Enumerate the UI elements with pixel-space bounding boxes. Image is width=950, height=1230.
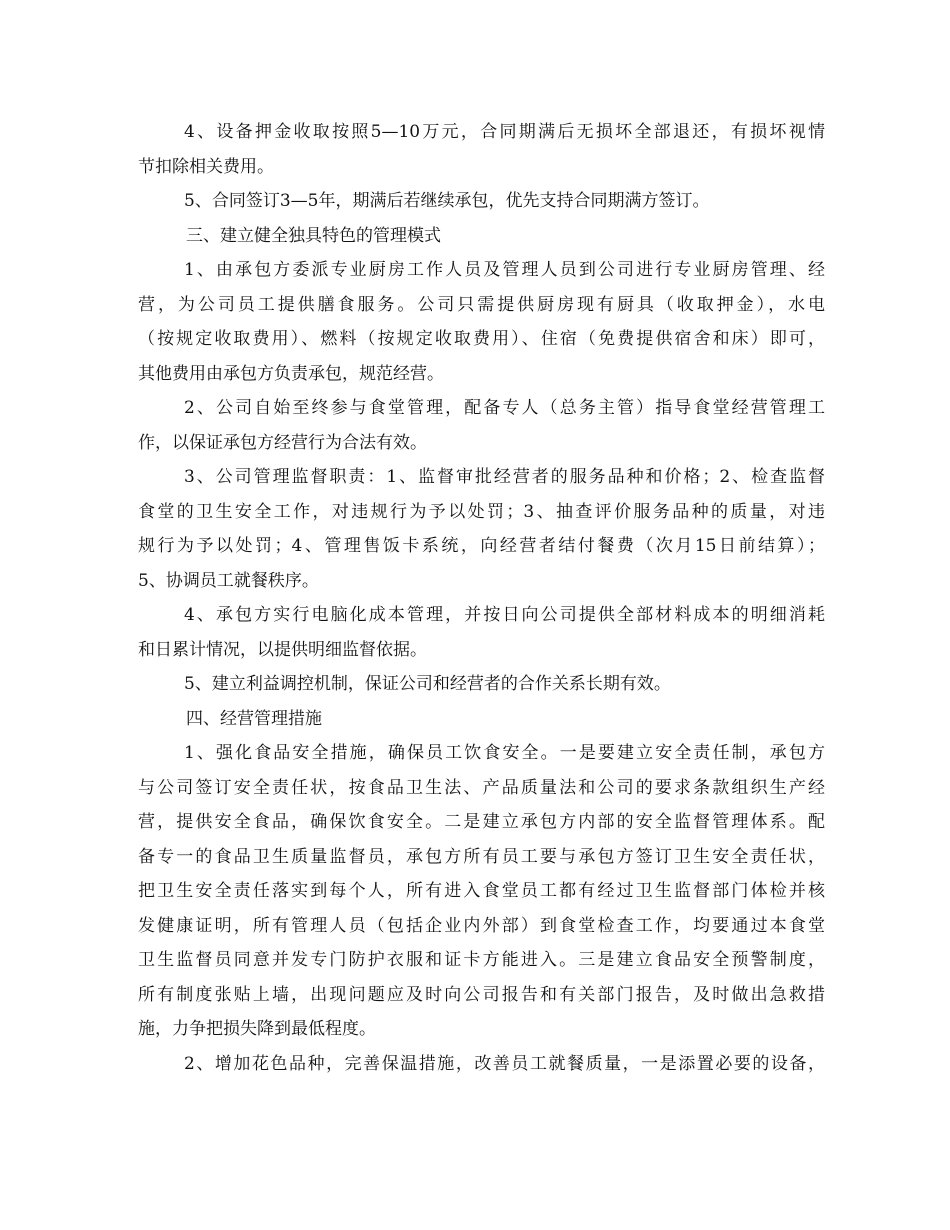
paragraph-line: 备专一的食品卫生质量监督员，承包方所有员工要与承包方签订卫生安全责任状，	[138, 846, 825, 867]
paragraph-line: 3、公司管理监督职责：1、监督审批经营者的服务品种和价格；2、检查监督	[184, 467, 825, 487]
paragraph-line: 和日累计情况，以提供明细监督依据。	[138, 639, 427, 660]
paragraph-line: 食堂的卫生安全工作，对违规行为予以处罚；3、抽查评价服务品种的质量，对违	[138, 501, 825, 522]
paragraph-line: 施，力争把损失降到最低程度。	[138, 1019, 376, 1039]
paragraph-line: 4、承包方实行电脑化成本管理，并按日向公司提供全部材料成本的明细消耗	[184, 605, 825, 625]
paragraph-line: 卫生监督员同意并发专门防护衣服和证卡方能进入。三是建立食品安全预警制度，	[138, 950, 825, 970]
paragraph-line: 5、合同签订3—5年，期满后若继续承包，优先支持合同期满方签订。	[184, 191, 710, 211]
paragraph-line: 1、由承包方委派专业厨房工作人员及管理人员到公司进行专业厨房管理、经	[184, 260, 825, 280]
paragraph-line: 所有制度张贴上墙，出现问题应及时向公司报告和有关部门报告，及时做出急救措	[138, 984, 825, 1005]
paragraph-line: 发健康证明，所有管理人员（包括企业内外部）到食堂检查工作，均要通过本食堂	[138, 915, 825, 936]
paragraph-line: 4、设备押金收取按照5—10万元，合同期满后无损坏全部退还，有损坏视情	[184, 122, 825, 142]
paragraph-line: 把卫生安全责任落实到每个人，所有进入食堂员工都有经过卫生监督部门体检并核	[138, 881, 825, 901]
paragraph-line: 其他费用由承包方负责承包，规范经营。	[138, 363, 444, 384]
paragraph-line: 2、增加花色品种，完善保温措施，改善员工就餐质量，一是添置必要的设备，	[184, 1053, 825, 1074]
paragraph-line: 2、公司自始至终参与食堂管理，配备专人（总务主管）指导食堂经营管理工	[184, 398, 825, 418]
paragraph-line: 节扣除相关费用。	[138, 156, 274, 177]
paragraph-line: 作，以保证承包方经营行为合法有效。	[138, 432, 427, 453]
paragraph-line: 规行为予以处罚；4、管理售饭卡系统，向经营者结付餐费（次月15日前结算）；	[138, 536, 825, 556]
section-heading: 三、建立健全独具特色的管理模式	[186, 225, 441, 246]
paragraph-line: 营，为公司员工提供膳食服务。公司只需提供厨房现有厨具（收取押金），水电	[138, 294, 825, 315]
section-heading: 四、经营管理措施	[186, 708, 322, 729]
paragraph-line: 营，提供安全食品，确保饮食安全。二是建立承包方内部的安全监督管理体系。配	[138, 812, 825, 832]
paragraph-line: 5、协调员工就餐秩序。	[138, 570, 319, 591]
paragraph-line: 与公司签订安全责任状，按食品卫生法、产品质量法和公司的要求条款组织生产经	[138, 777, 825, 798]
paragraph-line: 5、建立利益调控机制，保证公司和经营者的合作关系长期有效。	[184, 674, 671, 694]
paragraph-line: （按规定收取费用）、燃料（按规定收取费用）、住宿（免费提供宿舍和床）即可，	[138, 329, 825, 349]
paragraph-line: 1、强化食品安全措施，确保员工饮食安全。一是要建立安全责任制，承包方	[184, 743, 825, 763]
